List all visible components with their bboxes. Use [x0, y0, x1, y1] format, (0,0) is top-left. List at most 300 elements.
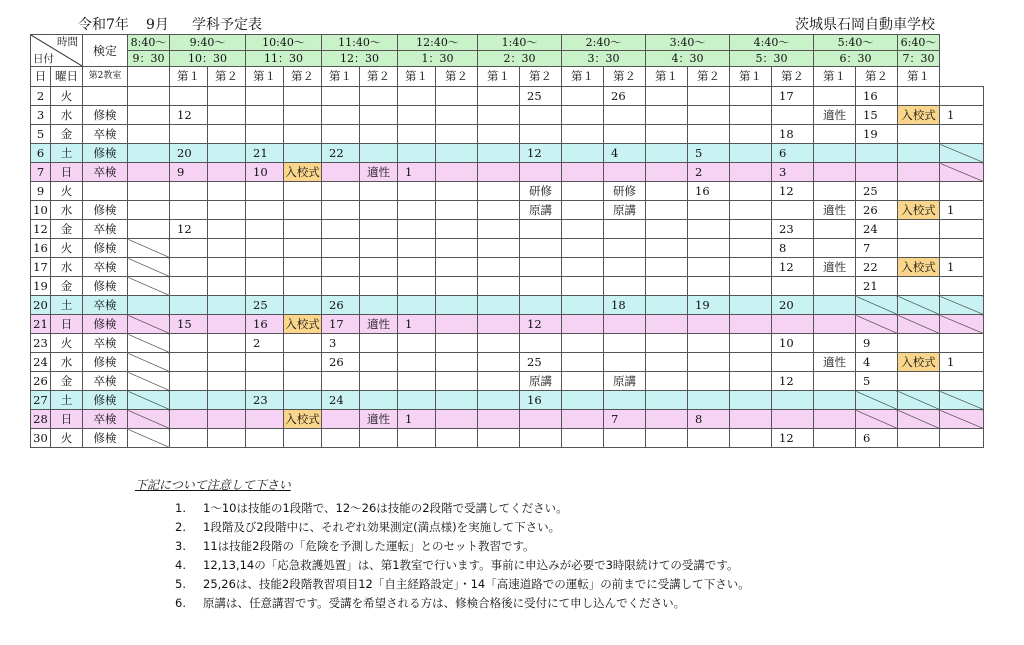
schedule-cell [520, 239, 562, 258]
schedule-cell [562, 144, 604, 163]
schedule-cell: 7 [856, 239, 898, 258]
day-cell: 21 [31, 315, 51, 334]
schedule-row [31, 315, 1024, 334]
schedule-cell [604, 163, 646, 182]
corner-time-label: 時間 [57, 36, 78, 48]
schedule-cell [646, 258, 688, 277]
schedule-cell [730, 391, 772, 410]
schedule-cell: 22 [856, 258, 898, 277]
schedule-cell [940, 410, 984, 429]
time-header-row [31, 35, 1024, 51]
note-text: 25,26は、技能2段階教習項目12「自主経路設定」・14「高速道路での運転」の前までに受講して下さい。 [203, 577, 750, 591]
schedule-cell [208, 429, 246, 448]
day-cell: 26 [31, 372, 51, 391]
subheader-room: 第１ [246, 67, 284, 87]
schedule-cell: 25 [246, 296, 284, 315]
schedule-row [31, 144, 1024, 163]
schedule-cell [398, 239, 436, 258]
schedule-cell [208, 125, 246, 144]
weekday-cell: 火 [51, 87, 83, 106]
day-cell: 30 [31, 429, 51, 448]
schedule-cell [688, 106, 730, 125]
schedule-cell [128, 296, 170, 315]
schedule-cell [562, 239, 604, 258]
schedule-cell [170, 277, 208, 296]
schedule-cell [322, 410, 360, 429]
kentei-cell: 卒検 [83, 372, 128, 391]
time-slot-end: 10：30 [170, 51, 246, 67]
schedule-cell: 10 [246, 163, 284, 182]
schedule-cell [730, 106, 772, 125]
schedule-cell [814, 296, 856, 315]
time-slot-end: 9：30 [128, 51, 170, 67]
schedule-cell [898, 87, 940, 106]
schedule-cell [128, 277, 170, 296]
time-slot-start: 12:40～ [398, 35, 478, 51]
schedule-cell [208, 87, 246, 106]
schedule-cell [478, 429, 520, 448]
subheader-day: 日 [31, 67, 51, 87]
schedule-cell [688, 87, 730, 106]
schedule-cell: 21 [856, 277, 898, 296]
schedule-cell [436, 220, 478, 239]
schedule-cell: 3 [322, 334, 360, 353]
schedule-cell [520, 163, 562, 182]
schedule-cell: 1 [398, 163, 436, 182]
schedule-cell [730, 372, 772, 391]
schedule-cell: 1 [398, 315, 436, 334]
subheader-room: 第２ [208, 67, 246, 87]
schedule-cell [208, 315, 246, 334]
schedule-cell [688, 125, 730, 144]
schedule-cell [398, 258, 436, 277]
schedule-cell [208, 144, 246, 163]
schedule-cell [688, 353, 730, 372]
schedule-cell: 1 [940, 353, 984, 372]
day-cell: 5 [31, 125, 51, 144]
day-cell: 17 [31, 258, 51, 277]
schedule-cell [398, 391, 436, 410]
schedule-cell [128, 410, 170, 429]
time-header-row-2 [31, 51, 1024, 67]
kentei-cell: 修検 [83, 239, 128, 258]
schedule-cell [246, 182, 284, 201]
schedule-cell: 21 [246, 144, 284, 163]
schedule-cell [246, 201, 284, 220]
schedule-cell [520, 258, 562, 277]
schedule-cell: 25 [520, 353, 562, 372]
schedule-cell [128, 201, 170, 220]
schedule-cell: 適性 [360, 315, 398, 334]
day-cell: 12 [31, 220, 51, 239]
schedule-cell [360, 125, 398, 144]
schedule-cell [284, 182, 322, 201]
schedule-row [31, 372, 1024, 391]
schedule-cell [688, 391, 730, 410]
schedule-cell [170, 239, 208, 258]
schedule-cell: 12 [772, 429, 814, 448]
schedule-cell [646, 163, 688, 182]
schedule-cell [646, 87, 688, 106]
subheader-room: 第２ [604, 67, 646, 87]
schedule-cell [360, 144, 398, 163]
schedule-cell [284, 239, 322, 258]
kentei-cell [83, 87, 128, 106]
schedule-cell: 入校式 [898, 201, 940, 220]
schedule-cell [322, 277, 360, 296]
schedule-cell [604, 429, 646, 448]
time-slot-start: 1:40～ [478, 35, 562, 51]
schedule-cell [436, 144, 478, 163]
schedule-cell [246, 220, 284, 239]
schedule-cell [128, 258, 170, 277]
schedule-cell: 適性 [814, 106, 856, 125]
weekday-cell: 金 [51, 277, 83, 296]
schedule-cell [730, 220, 772, 239]
schedule-row [31, 125, 1024, 144]
schedule-cell [246, 87, 284, 106]
schedule-cell [284, 296, 322, 315]
note-item [135, 518, 561, 537]
schedule-cell [730, 296, 772, 315]
schedule-cell [208, 258, 246, 277]
schedule-cell [646, 220, 688, 239]
note-item [135, 499, 568, 518]
kentei-cell: 卒検 [83, 296, 128, 315]
schedule-cell: 適性 [360, 410, 398, 429]
schedule-cell: 入校式 [284, 163, 322, 182]
schedule-cell [898, 410, 940, 429]
schedule-cell [284, 429, 322, 448]
schedule-cell [398, 353, 436, 372]
schedule-cell [772, 106, 814, 125]
schedule-cell [856, 144, 898, 163]
schedule-cell [604, 315, 646, 334]
weekday-cell: 水 [51, 201, 83, 220]
schedule-cell [478, 220, 520, 239]
schedule-body [31, 87, 1024, 448]
subheader-room: 第１ [646, 67, 688, 87]
schedule-cell [360, 296, 398, 315]
schedule-cell [478, 201, 520, 220]
schedule-cell [646, 201, 688, 220]
schedule-cell [436, 87, 478, 106]
schedule-cell [688, 315, 730, 334]
time-slot-start: 11:40～ [322, 35, 398, 51]
schedule-cell [940, 372, 984, 391]
day-cell: 28 [31, 410, 51, 429]
schedule-row [31, 182, 1024, 201]
schedule-cell [208, 277, 246, 296]
weekday-cell: 金 [51, 125, 83, 144]
subheader-blank [128, 67, 170, 87]
schedule-cell [730, 87, 772, 106]
note-text: 1～10は技能の1段階で、12～26は技能の2段階で受講してください。 [203, 501, 568, 515]
schedule-cell [478, 334, 520, 353]
time-slot-start: 4:40～ [730, 35, 814, 51]
time-slot-start: 5:40～ [814, 35, 898, 51]
schedule-cell [208, 182, 246, 201]
schedule-cell [646, 106, 688, 125]
schedule-cell [322, 87, 360, 106]
schedule-cell [322, 125, 360, 144]
schedule-cell [128, 144, 170, 163]
schedule-cell [898, 125, 940, 144]
schedule-cell [604, 106, 646, 125]
schedule-cell [360, 239, 398, 258]
schedule-row [31, 258, 1024, 277]
schedule-cell [604, 239, 646, 258]
schedule-row [31, 106, 1024, 125]
schedule-cell: 12 [170, 220, 208, 239]
schedule-cell [940, 87, 984, 106]
schedule-cell [246, 353, 284, 372]
schedule-cell [284, 220, 322, 239]
schedule-cell: 26 [604, 87, 646, 106]
weekday-cell: 日 [51, 410, 83, 429]
schedule-cell [562, 201, 604, 220]
time-slot-end: 6：30 [814, 51, 898, 67]
schedule-row [31, 296, 1024, 315]
schedule-cell [730, 353, 772, 372]
schedule-cell [208, 353, 246, 372]
schedule-cell [730, 258, 772, 277]
schedule-cell: 入校式 [284, 410, 322, 429]
schedule-cell [436, 353, 478, 372]
kentei-cell: 修検 [83, 315, 128, 334]
schedule-cell: 2 [688, 163, 730, 182]
schedule-cell [814, 277, 856, 296]
schedule-cell: 24 [856, 220, 898, 239]
schedule-cell [436, 106, 478, 125]
schedule-cell [246, 277, 284, 296]
schedule-cell [646, 391, 688, 410]
schedule-cell [898, 315, 940, 334]
schedule-cell [284, 372, 322, 391]
schedule-cell [688, 258, 730, 277]
schedule-cell [128, 334, 170, 353]
schedule-cell [646, 315, 688, 334]
schedule-row [31, 220, 1024, 239]
schedule-cell [436, 315, 478, 334]
schedule-cell [646, 429, 688, 448]
schedule-cell [562, 391, 604, 410]
schedule-cell [604, 220, 646, 239]
schedule-cell [940, 334, 984, 353]
schedule-cell: 研修 [604, 182, 646, 201]
schedule-cell [128, 239, 170, 258]
kentei-header: 検定 [83, 35, 128, 67]
schedule-cell: 適性 [814, 201, 856, 220]
schedule-cell: 12 [772, 372, 814, 391]
schedule-cell [940, 315, 984, 334]
schedule-cell: 6 [856, 429, 898, 448]
schedule-cell: 入校式 [284, 315, 322, 334]
schedule-cell [246, 372, 284, 391]
schedule-cell [688, 334, 730, 353]
schedule-cell [772, 410, 814, 429]
schedule-cell: 適性 [814, 258, 856, 277]
schedule-cell [688, 239, 730, 258]
weekday-cell: 火 [51, 334, 83, 353]
notes-title: 下記について注意して下さい [135, 478, 291, 492]
schedule-cell [360, 429, 398, 448]
schedule-row [31, 201, 1024, 220]
schedule-cell [604, 334, 646, 353]
schedule-cell [284, 277, 322, 296]
day-cell: 27 [31, 391, 51, 410]
kentei-cell: 修検 [83, 201, 128, 220]
schedule-row [31, 391, 1024, 410]
schedule-cell [646, 182, 688, 201]
schedule-cell [360, 182, 398, 201]
schedule-cell [856, 163, 898, 182]
schedule-cell [436, 334, 478, 353]
schedule-cell [772, 353, 814, 372]
schedule-cell [814, 163, 856, 182]
schedule-cell [646, 353, 688, 372]
schedule-cell [730, 429, 772, 448]
schedule-cell [646, 125, 688, 144]
day-cell: 24 [31, 353, 51, 372]
corner-date-label: 日付 [33, 53, 54, 65]
schedule-cell [436, 277, 478, 296]
schedule-cell: 3 [772, 163, 814, 182]
subheader-room: 第１ [730, 67, 772, 87]
time-slot-end: 1：30 [398, 51, 478, 67]
schedule-cell [170, 125, 208, 144]
schedule-cell [170, 201, 208, 220]
schedule-cell [398, 220, 436, 239]
schedule-row [31, 239, 1024, 258]
schedule-cell [128, 87, 170, 106]
subheader-room: 第２ [688, 67, 730, 87]
schedule-cell [128, 391, 170, 410]
schedule-cell: 16 [520, 391, 562, 410]
schedule-cell: 22 [322, 144, 360, 163]
time-slot-start: 8:40～ [128, 35, 170, 51]
schedule-cell [730, 163, 772, 182]
schedule-row [31, 410, 1024, 429]
schedule-cell: 26 [856, 201, 898, 220]
note-number: 6. [175, 596, 186, 610]
schedule-row [31, 163, 1024, 182]
kentei-cell: 修検 [83, 144, 128, 163]
schedule-cell: 15 [856, 106, 898, 125]
schedule-cell [940, 277, 984, 296]
note-item [135, 537, 535, 556]
schedule-cell [604, 391, 646, 410]
note-item [135, 575, 750, 594]
schedule-cell [322, 239, 360, 258]
schedule-cell [170, 182, 208, 201]
schedule-cell [478, 372, 520, 391]
schedule-cell [322, 220, 360, 239]
time-slot-start: 10:40～ [246, 35, 322, 51]
schedule-cell [208, 201, 246, 220]
schedule-cell [128, 220, 170, 239]
schedule-cell [284, 125, 322, 144]
weekday-cell: 金 [51, 372, 83, 391]
schedule-cell [360, 201, 398, 220]
schedule-cell [814, 87, 856, 106]
schedule-cell [478, 410, 520, 429]
schedule-cell [436, 125, 478, 144]
schedule-cell [478, 182, 520, 201]
schedule-cell [360, 258, 398, 277]
schedule-cell [170, 410, 208, 429]
schedule-cell [128, 353, 170, 372]
schedule-cell [170, 429, 208, 448]
schedule-cell [520, 106, 562, 125]
header-era: 令和7年 [78, 17, 129, 33]
schedule-cell [208, 372, 246, 391]
schedule-cell: 1 [940, 258, 984, 277]
subheader-room: 第１ [478, 67, 520, 87]
schedule-cell [730, 315, 772, 334]
schedule-cell [360, 334, 398, 353]
schedule-cell [898, 277, 940, 296]
schedule-cell [360, 106, 398, 125]
schedule-cell: 1 [940, 201, 984, 220]
time-slot-end: 11：30 [246, 51, 322, 67]
schedule-cell [436, 258, 478, 277]
schedule-cell [284, 87, 322, 106]
schedule-cell [604, 125, 646, 144]
schedule-cell [170, 334, 208, 353]
weekday-cell: 土 [51, 391, 83, 410]
schedule-cell [520, 277, 562, 296]
schedule-cell [360, 87, 398, 106]
schedule-cell [646, 372, 688, 391]
schedule-cell [398, 429, 436, 448]
schedule-cell [814, 239, 856, 258]
schedule-cell: 9 [170, 163, 208, 182]
schedule-row [31, 277, 1024, 296]
schedule-cell [940, 391, 984, 410]
time-slot-end: 7：30 [898, 51, 940, 67]
time-slot-end: 3：30 [562, 51, 646, 67]
schedule-cell [646, 239, 688, 258]
schedule-cell [856, 391, 898, 410]
schedule-cell [814, 391, 856, 410]
schedule-cell [814, 410, 856, 429]
weekday-cell: 火 [51, 429, 83, 448]
schedule-cell [730, 144, 772, 163]
schedule-cell: 5 [688, 144, 730, 163]
schedule-cell [688, 372, 730, 391]
kentei-cell [83, 182, 128, 201]
schedule-cell [898, 163, 940, 182]
schedule-cell [478, 296, 520, 315]
time-slot-start: 2:40～ [562, 35, 646, 51]
schedule-cell [520, 220, 562, 239]
schedule-cell [322, 106, 360, 125]
schedule-cell [604, 258, 646, 277]
schedule-cell [520, 429, 562, 448]
schedule-cell [436, 296, 478, 315]
note-item [135, 556, 739, 575]
time-slot-start: 6:40～ [898, 35, 940, 51]
schedule-cell [730, 125, 772, 144]
schedule-row [31, 334, 1024, 353]
schedule-cell [562, 125, 604, 144]
schedule-cell [478, 391, 520, 410]
schedule-cell [170, 372, 208, 391]
schedule-cell: 7 [604, 410, 646, 429]
subheader-room2: 第2教室 [83, 67, 128, 87]
schedule-cell: 入校式 [898, 353, 940, 372]
